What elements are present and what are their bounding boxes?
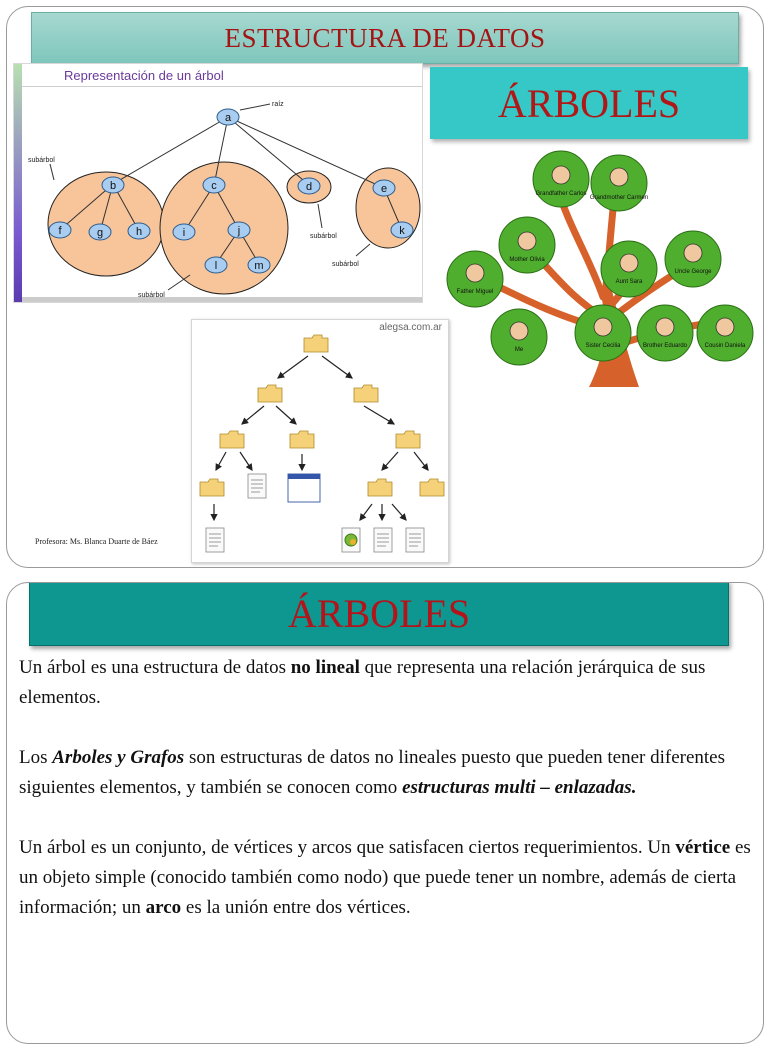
folder-icon <box>200 479 224 496</box>
text: Un árbol es un conjunto, de vértices y arcos que satisfacen ciertos requerimientos. Un <box>19 837 676 858</box>
person-label: Sister Cecilia <box>585 343 621 349</box>
text-bold: vértice <box>675 837 731 858</box>
tree-diagram-title: Representación de un árbol <box>64 68 224 83</box>
text-bold-italic: estructuras multi – enlazadas. <box>402 777 637 798</box>
arrow <box>242 406 264 424</box>
arrow <box>278 356 308 378</box>
person-label: Brother Eduardo <box>642 343 688 349</box>
subtree-label: subárbol <box>332 261 359 268</box>
arrow <box>364 406 394 424</box>
node-label-d: d <box>305 181 313 193</box>
person-label: Me <box>514 347 524 353</box>
arrow <box>392 504 406 520</box>
face <box>594 318 612 336</box>
document-icon <box>406 528 424 552</box>
node-label-j: j <box>237 225 241 237</box>
arrow <box>276 406 296 424</box>
text-bold: arco <box>145 897 182 918</box>
node-label-c: c <box>211 180 217 192</box>
folder-hierarchy-diagram <box>191 319 449 563</box>
subtree-label: subárbol <box>28 157 55 164</box>
subtree-label: subárbol <box>310 233 337 240</box>
folder-icon <box>220 431 244 448</box>
program-file-icon <box>342 528 360 552</box>
window-icon <box>288 474 320 502</box>
subtree-label: subárbol <box>138 292 165 299</box>
text: son estructuras de datos no lineales puesto que pueden tener diferentes siguientes elementos, y también se conocen como <box>19 747 725 798</box>
face <box>610 168 628 186</box>
subtree-pointer-line <box>50 164 54 180</box>
face <box>684 244 702 262</box>
node-label-b: b <box>109 180 117 192</box>
text: Un árbol es una estructura de datos <box>19 657 291 678</box>
arrow <box>414 452 428 470</box>
author-credit: Profesora: Ms. Blanca Duarte de Báez <box>35 537 158 546</box>
subtree-pointer-line <box>318 204 322 228</box>
tree-representation-diagram <box>13 63 423 303</box>
node-label-f: f <box>58 225 62 237</box>
arrow <box>382 452 398 470</box>
arrow <box>216 452 226 470</box>
document-icon <box>206 528 224 552</box>
folder-tree-svg <box>192 320 448 562</box>
slide-2-title: ÁRBOLES <box>29 582 729 646</box>
slide-2 <box>6 582 764 1044</box>
folder-icon <box>368 479 392 496</box>
face <box>620 254 638 272</box>
paragraph-3 <box>19 833 755 923</box>
person-label: Aunt Sara <box>615 279 643 285</box>
text: Los <box>19 747 53 768</box>
folder-icon <box>290 431 314 448</box>
folder-icon <box>258 385 282 402</box>
arboles-heading: ÁRBOLES <box>430 67 748 139</box>
node-label-m: m <box>254 260 264 272</box>
text: que representa una relación jerárquica de sus elementos. <box>19 657 706 708</box>
person-label: Cousin Daniela <box>704 343 746 349</box>
family-tree-illustration <box>439 147 759 391</box>
face <box>466 264 484 282</box>
person-label: Grandmother Carmen <box>589 195 649 201</box>
folder-icon <box>396 431 420 448</box>
document-icon <box>248 474 266 498</box>
node-label-l: l <box>214 260 218 272</box>
folder-icon <box>420 479 444 496</box>
node-label-h: h <box>135 226 143 238</box>
root-pointer-line <box>240 104 270 110</box>
slide-2-body <box>19 653 755 953</box>
node-label-g: g <box>96 227 104 239</box>
face <box>656 318 674 336</box>
node-label-e: e <box>380 183 388 195</box>
tree-svg <box>14 64 422 302</box>
person-label: Uncle George <box>674 269 712 275</box>
subtree-pointer-line <box>168 275 190 290</box>
image-source-label: alegsa.com.ar <box>379 322 442 333</box>
slide-1-title: ESTRUCTURA DE DATOS <box>31 12 739 64</box>
slide-1 <box>6 6 764 568</box>
arrow <box>322 356 352 378</box>
node-label-i: i <box>182 227 186 239</box>
document-icon <box>374 528 392 552</box>
root-label: raíz <box>272 101 284 108</box>
folder-icon <box>354 385 378 402</box>
person-label: Grandfather Carlos <box>535 191 587 197</box>
folder-icon <box>304 335 328 352</box>
node-label-k: k <box>399 225 405 237</box>
arrow <box>240 452 252 470</box>
text-bold: no lineal <box>290 657 360 678</box>
paragraph-1 <box>19 653 755 713</box>
face <box>518 232 536 250</box>
face <box>510 322 528 340</box>
text: es la unión entre dos vértices. <box>181 897 411 918</box>
node-label-a: a <box>224 112 232 124</box>
person-label: Father Miguel <box>456 289 494 295</box>
text: es un objeto simple (conocido también como nodo) que puede tener un nombre, además de cierta información; un <box>19 837 751 918</box>
paragraph-2 <box>19 743 755 803</box>
face <box>716 318 734 336</box>
face <box>552 166 570 184</box>
subtree-pointer-line <box>356 244 370 256</box>
text-bold-italic: Arboles y Grafos <box>52 747 185 768</box>
person-label: Mother Olivia <box>509 257 545 263</box>
arrow <box>360 504 372 520</box>
